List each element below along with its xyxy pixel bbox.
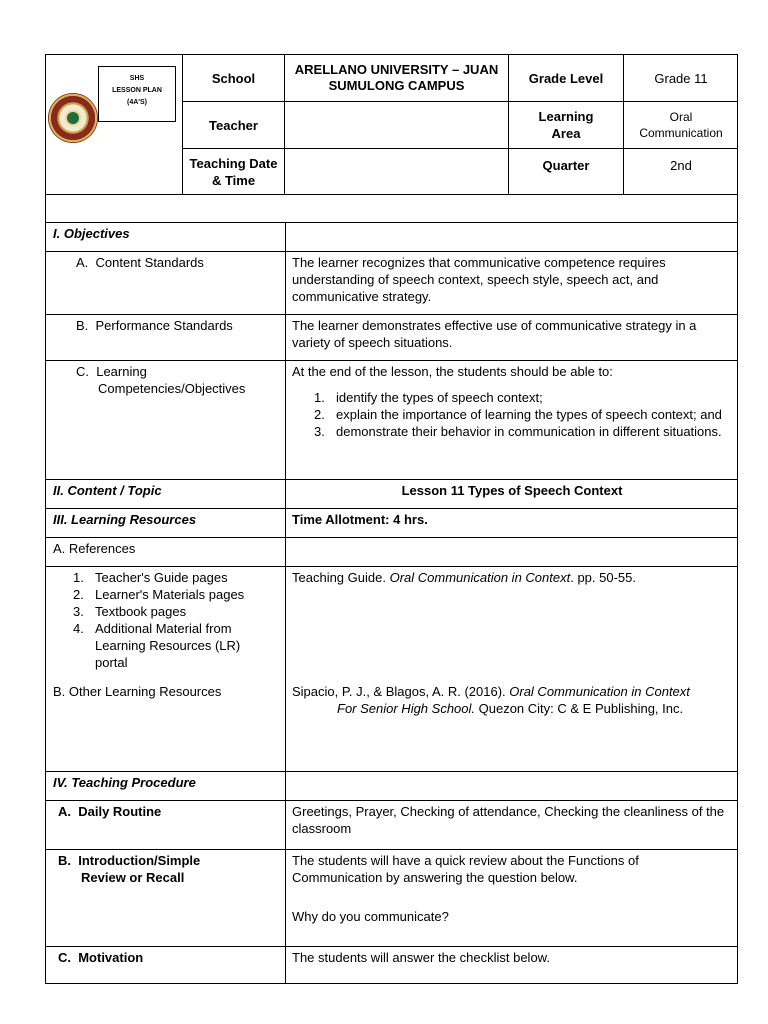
reference-item: 1. Teacher's Guide pages	[73, 570, 228, 585]
daily-routine-label: A. Daily Routine	[58, 804, 162, 819]
teaching-date-value	[285, 149, 508, 195]
content-standards-label: A. Content Standards	[76, 255, 204, 270]
motivation-label: C. Motivation	[58, 950, 144, 965]
reference-list	[73, 569, 283, 671]
school-label: School	[211, 70, 256, 86]
procedure-heading: IV. Teaching Procedure	[53, 775, 196, 790]
content-heading: II. Content / Topic	[53, 483, 162, 498]
motivation-text: The students will answer the checklist below.	[292, 950, 550, 965]
teaching-guide-reference: Teaching Guide. Oral Communication in Context. pp. 50-55.	[292, 570, 636, 585]
time-allotment: Time Allotment: 4 hrs.	[292, 512, 428, 527]
daily-routine-text: Greetings, Prayer, Checking of attendance, Checking the cleanliness of the classroom	[292, 804, 725, 836]
learning-competencies-text: At the end of the lesson, the students should be able to: 1. identify the types of speech context; 2. explain the importance of learning the types of speech context; and 3. demonstrate their behavior in communication in different situations.	[292, 363, 732, 440]
references-label: A. References	[53, 541, 136, 556]
lesson-plan-table	[45, 195, 738, 984]
quarter-value: 2nd	[670, 158, 692, 173]
content-standards-text: The learner recognizes that communicative competence requires understanding of speech context, speech style, speech act, and communicative strategy.	[292, 255, 666, 304]
objectives-heading: I. Objectives	[53, 226, 130, 241]
review-question: Why do you communicate?	[292, 909, 449, 924]
reference-item: 4. Additional Material from Learning Resources (LR) portal	[73, 621, 241, 670]
learning-competencies-label: C. Learning Competencies/Objectives	[76, 364, 246, 396]
shs-lesson-plan-box: SHS LESSON PLAN (4A'S)	[98, 66, 176, 122]
teaching-date-label: Teaching Date & Time	[189, 156, 278, 188]
objective-item: 3. demonstrate their behavior in communication in different situations.	[314, 424, 722, 439]
quarter-label: Quarter	[542, 158, 590, 173]
objective-item: 2. explain the importance of learning the types of speech context; and	[314, 407, 722, 422]
teacher-label: Teacher	[209, 117, 258, 133]
learning-area-label: Learning Area	[538, 109, 594, 141]
introduction-text: The students will have a quick review about the Functions of Communication by answering the question below. Why do you communicate?	[292, 852, 732, 925]
performance-standards-label: B. Performance Standards	[76, 318, 233, 333]
other-resources-label: B. Other Learning Resources	[53, 684, 222, 699]
performance-standards-text: The learner demonstrates effective use of communicative strategy in a variety of speech situations.	[292, 318, 697, 350]
objective-item: 1. identify the types of speech context;	[314, 390, 543, 405]
teacher-value	[285, 102, 508, 148]
reference-item: 2. Learner's Materials pages	[73, 587, 245, 602]
lesson-topic: Lesson 11 Types of Speech Context	[401, 483, 623, 498]
grade-level-value: Grade 11	[654, 70, 708, 86]
resources-heading: III. Learning Resources	[53, 512, 197, 527]
other-resources-text: Sipacio, P. J., & Blagos, A. R. (2016). Oral Communication in Context For Senior High School. Quezon City: C & E Publishing, Inc.	[292, 684, 690, 716]
grade-level-label: Grade Level	[528, 70, 604, 86]
school-value: ARELLANO UNIVERSITY – JUAN SUMULONG CAMPUS	[294, 62, 499, 93]
header-table	[45, 54, 738, 195]
learning-area-value: Oral Communication	[639, 110, 723, 140]
introduction-label: B. Introduction/Simple Review or Recall	[58, 853, 201, 885]
university-seal-icon	[48, 93, 98, 143]
reference-item: 3. Textbook pages	[73, 604, 187, 619]
